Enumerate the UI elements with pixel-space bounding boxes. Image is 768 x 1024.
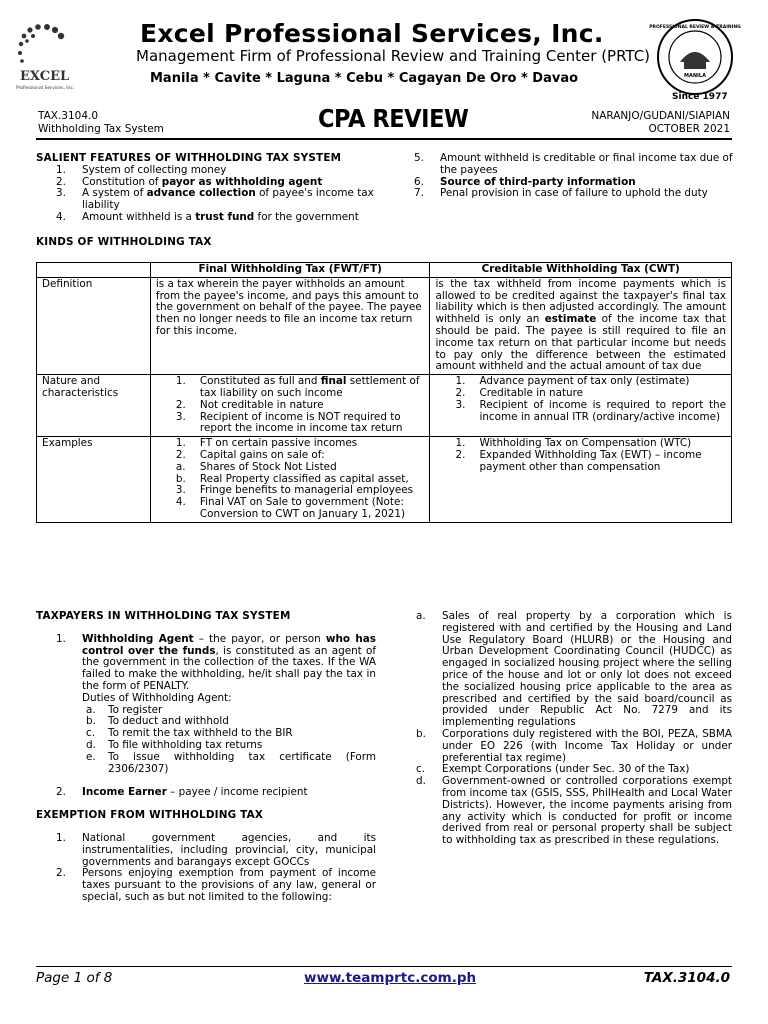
list-item: 2. Persons enjoying exemption from payment of income taxes pursuant to the provisions of any law, general or special, such as but not limited to the following: bbox=[56, 867, 376, 903]
list-item: 2. Constitution of payor as withholding agent bbox=[56, 175, 323, 188]
list-item: 2. Creditable in nature bbox=[455, 386, 584, 399]
cwt-examples bbox=[430, 437, 732, 523]
footer-rule bbox=[36, 966, 732, 967]
list-item: a. Shares of Stock Not Listed bbox=[175, 460, 337, 473]
header-rule bbox=[36, 138, 732, 140]
list-item: 1. National government agencies, and its instrumentalities, including provincial, city, municipal governments and barangays except GOCCs bbox=[56, 831, 376, 868]
list-item: 3. Recipient of income is required to report the income in annual ITR (ordinary/active income) bbox=[455, 398, 726, 423]
company-seal bbox=[649, 18, 741, 96]
taxpayers-heading: TAXPAYERS IN WITHHOLDING TAX SYSTEM bbox=[36, 610, 291, 622]
kinds-heading: KINDS OF WITHHOLDING TAX bbox=[36, 236, 212, 248]
cpa-review-title: CPA REVIEW bbox=[318, 104, 469, 133]
seal-ring-text: PROFESSIONAL REVIEW & TRAINING bbox=[649, 25, 741, 30]
list-item: 2. Expanded Withholding Tax (EWT) – income payment other than compensation bbox=[455, 448, 702, 473]
doc-date: OCTOBER 2021 bbox=[648, 123, 730, 135]
list-item: 2. Not creditable in nature bbox=[175, 398, 324, 411]
exemption-heading: EXEMPTION FROM WITHHOLDING TAX bbox=[36, 809, 264, 822]
branch-locations: Manila * Cavite * Laguna * Cebu * Cagayan De Oro * Davao bbox=[150, 71, 579, 86]
cwt-nature bbox=[430, 375, 732, 437]
row-label: Nature and characteristics bbox=[37, 375, 151, 437]
table-row bbox=[37, 375, 732, 437]
fwt-nature bbox=[150, 375, 430, 437]
company-subtitle: Management Firm of Professional Review and Training Center (PRTC) bbox=[136, 47, 651, 65]
table-header-row bbox=[37, 263, 732, 278]
list-item: 1. Constituted as full and final settlement of tax liability on such income bbox=[175, 375, 420, 399]
list-item: 3. A system of advance collection of payee's income tax liability bbox=[56, 187, 374, 212]
list-item: 3. Fringe benefits to managerial employees bbox=[175, 484, 414, 497]
salient-heading: SALIENT FEATURES OF WITHHOLDING TAX SYSTEM bbox=[36, 152, 342, 164]
list-item: 1. Withholding Tax on Compensation (WTC) bbox=[455, 437, 692, 450]
page-number: Page 1 of 8 bbox=[36, 970, 113, 986]
fwt-definition: is a tax wherein the payer withholds an amount from the payee's income, and pays this amount to the government on behalf of the payee. The payee then no longer needs to file an income tax return for this income. bbox=[150, 277, 430, 374]
row-label: Examples bbox=[37, 437, 151, 523]
table-row bbox=[37, 277, 732, 374]
website-link[interactable]: www.teamprtc.com.ph bbox=[304, 970, 477, 986]
company-name: Excel Professional Services, Inc. bbox=[140, 19, 604, 48]
list-item: b. Corporations duly registered with the BOI, PEZA, SBMA under EO 226 (with Income Tax Holiday or under preferential tax regime) bbox=[416, 727, 732, 764]
fwt-examples bbox=[150, 437, 430, 523]
salient-features bbox=[36, 153, 376, 224]
col-header-fwt: Final Withholding Tax (FWT/FT) bbox=[150, 263, 430, 278]
list-item: 1. System of collecting money bbox=[56, 163, 227, 176]
salient-features-cont bbox=[394, 153, 734, 200]
duties-label: Duties of Withholding Agent: bbox=[82, 691, 232, 704]
seal-inner-text: MANILA bbox=[684, 73, 706, 79]
list-item: a. Sales of real property by a corporation which is registered with and certified by the Housing and Land Use Regulatory Board (HLURB) or the Housing and Urban Development Coordinating Council (HUDCC) as engaged in socialized housing project where the selling price of the house and lot or only lot does not exceed the socialized housing price applicable to the area as prescribed and certified by the said board/council as provided under Republic Act No. 7279 and its implementing regulations bbox=[416, 610, 732, 729]
table-corner bbox=[37, 263, 151, 278]
list-item: d. To file withholding tax returns bbox=[86, 738, 263, 751]
doc-authors: NARANJO/GUDANI/SIAPIAN bbox=[591, 110, 730, 122]
logo-subtext: Professional Services, Inc. bbox=[16, 86, 75, 91]
since-year: Since 1977 bbox=[672, 92, 728, 102]
doc-meta-right bbox=[591, 110, 730, 136]
list-item: e. To issue withholding tax certificate (Form 2306/2307) bbox=[86, 750, 376, 775]
list-item: b. Real Property classified as capital asset, bbox=[175, 472, 409, 485]
table-row bbox=[37, 437, 732, 523]
list-item: 4. Amount withheld is a trust fund for the government bbox=[56, 210, 359, 223]
list-item: 4. Final VAT on Sale to government (Note: Conversion to CWT on January 1, 2021) bbox=[175, 496, 406, 520]
list-item: a. To register bbox=[86, 703, 163, 716]
doc-code: TAX.3104.0 bbox=[38, 110, 99, 122]
list-item: 6. Source of third-party information bbox=[414, 175, 636, 188]
col-header-cwt: Creditable Withholding Tax (CWT) bbox=[430, 263, 732, 278]
list-item: 1. Advance payment of tax only (estimate) bbox=[455, 375, 690, 388]
row-label: Definition bbox=[37, 277, 151, 374]
list-item: b. To deduct and withhold bbox=[86, 715, 229, 728]
list-item: 5. Amount withheld is creditable or final income tax due of the payees bbox=[414, 152, 733, 176]
footer-doc-code: TAX.3104.0 bbox=[643, 970, 730, 986]
kinds-table bbox=[36, 262, 732, 523]
list-item: 1. Withholding Agent – the payor, or person who has control over the funds, is constituted as an agent of the government in the collection of the taxes. If the WA failed to make the withholding, he/it shall pay the tax in the form of PENALTY. Duties of Withholding Agent: a. To register b. To deduct and withhold c. To remit the tax withheld to the BIR d. To file withholding tax returns e. To issue withholding tax certificate (Form 2306/2307) bbox=[56, 632, 376, 775]
company-logo bbox=[14, 20, 78, 92]
list-item: c. To remit the tax withheld to the BIR bbox=[86, 727, 293, 740]
list-item: c. Exempt Corporations (under Sec. 30 of the Tax) bbox=[416, 763, 690, 776]
list-item: 1. FT on certain passive incomes bbox=[175, 437, 358, 450]
list-item: 7. Penal provision in case of failure to uphold the duty bbox=[414, 187, 708, 200]
doc-topic: Withholding Tax System bbox=[38, 123, 164, 135]
doc-meta-left bbox=[38, 110, 164, 136]
cwt-definition: is the tax withheld from income payments which is allowed to be credited against the taxpayer's final tax liability which is then adjusted accordingly. The amount withheld is only an estimate of the income tax that should be paid. The payee is still required to file an income tax return on that particular income but needs to pay only the difference between the estimated amount withheld and the actual amount of tax due bbox=[430, 277, 732, 374]
taxpayers-section bbox=[36, 611, 376, 904]
list-item: d. Government-owned or controlled corporations exempt from income tax (GSIS, SSS, PhilHealth and Local Water Districts). However, the income payments arising from any activity which is conducted for profit or income derived from real or personal property shall be subject to withholding tax as prescribed in these regulations. bbox=[416, 775, 732, 847]
logo-text: EXCEL bbox=[20, 69, 70, 84]
list-item: 2. Income Earner – payee / income recipient bbox=[56, 786, 308, 799]
exemption-list-cont bbox=[396, 611, 732, 847]
list-item: 3. Recipient of income is NOT required to report the income in income tax return bbox=[175, 410, 403, 435]
list-item: 2. Capital gains on sale of: bbox=[175, 448, 325, 461]
